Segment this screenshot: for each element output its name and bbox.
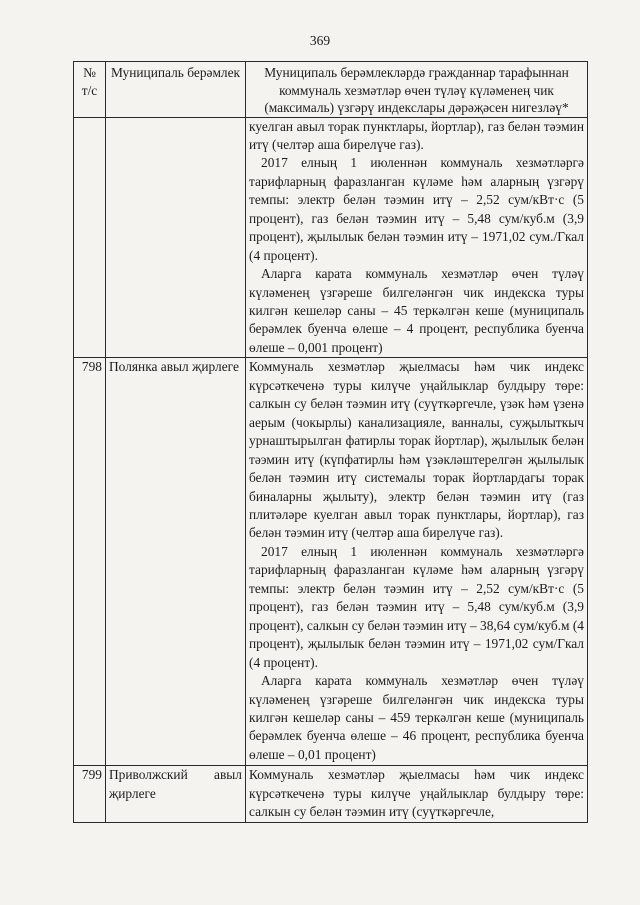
row-description [246,766,588,822]
description-paragraph: куелган авыл торак пунктлары, йортлар), газ белән тәэмин итү (челтәр аша бирелүче газ). [249,118,584,152]
table-row [74,117,588,358]
description-paragraph: Аларга карата коммуналь хезмәтләр өчен түләү күләменең үзгәреше билгеләнгән чик индекска туры килгән кешеләр саны – 459 теркәлгән кеше (муниципаль берәмлек буенча өлеше – 46 процент, республика буенча өлеше – 0,01 процент) [249,673,584,762]
page-number: 369 [309,33,331,48]
description-paragraph: 2017 елның 1 июленнән коммуналь хезмәтләргә тарифларның фаразланган күләме һәм аларның үзгәрү темпы: электр белән тәэмин итү – 2,52 сум/кВт·с (5 процент), газ белән тәэмин итү – 5,48 сум/куб.м (3,9 процент), салкын су белән тәэмин итү – 38,64 сум/куб.м (4 процент), җылылык белән тәэмин итү – 1971,02 сум/Гкал (4 процент). [249,543,584,670]
row-municipality [106,117,246,358]
row-number [74,117,106,358]
row-description [246,358,588,766]
tariff-index-table [73,61,588,823]
description-paragraph: Коммуналь хезмәтләр җыелмасы һәм чик индекс күрсәткеченә туры килүче уңайлыклар булдыру төре: салкын су белән тәэмин итү (суүткәргечле, үзәк һәм үзенә аерым (чокырлы) канализацияле, ванналы, суҗылыткыч урнаштырылган фатирлы торак йортлар), җылылык белән тәэмин итү (күпфатирлы һәм үзәкләштерелгән җылылык белән тәэмин итү системалы торак йортлардагы торак биналарны җылыту), электр белән тәэмин итү (газ плитәләре куелган авыл торак пунктлары, йортлар), газ белән тәэмин итү (челтәр аша бирелүче газ). [249,359,584,541]
table-row [74,358,588,766]
header-municipality: Муниципаль берәмлек [106,62,246,118]
row-municipality: Полянка авыл җирлеге [106,358,246,766]
row-municipality: Приволжский авыл җирлеге [106,766,246,822]
table-header-row [74,62,588,118]
description-paragraph: 2017 елның 1 июленнән коммуналь хезмәтләргә тарифларның фаразланган күләме һәм аларның үзгәрү темпы: электр белән тәэмин итү – 2,52 сум/кВт·с (5 процент), газ белән тәэмин итү – 5,48 сум/куб.м (3,9 процент), җылылык белән тәэмин итү – 1971,02 сум./Гкал (4 процент). [249,155,584,263]
header-number: № т/с [74,62,106,118]
row-description [246,117,588,358]
header-description: Муниципаль берәмлекләрдә гражданнар тарафыннан коммуналь хезмәтләр өчен түләү күләменең чик (максималь) үзгәрү индекслары дәрәҗәсен нигезләү* [246,62,588,118]
description-paragraph: Коммуналь хезмәтләр җыелмасы һәм чик индекс күрсәткеченә туры килүче уңайлыклар булдыру төре: салкын су белән тәэмин итү (суүткәргечле, [249,767,584,820]
row-number: 799 [74,766,106,822]
description-paragraph: Аларга карата коммуналь хезмәтләр өчен түләү күләменең үзгәреше билгеләнгән чик индекска туры килгән кешеләр саны – 45 теркәлгән кеше (муниципаль берәмлек буенча өлеше – 4 процент, республика буенча өлеше – 0,001 процент) [249,266,584,355]
table-row [74,766,588,822]
row-number: 798 [74,358,106,766]
